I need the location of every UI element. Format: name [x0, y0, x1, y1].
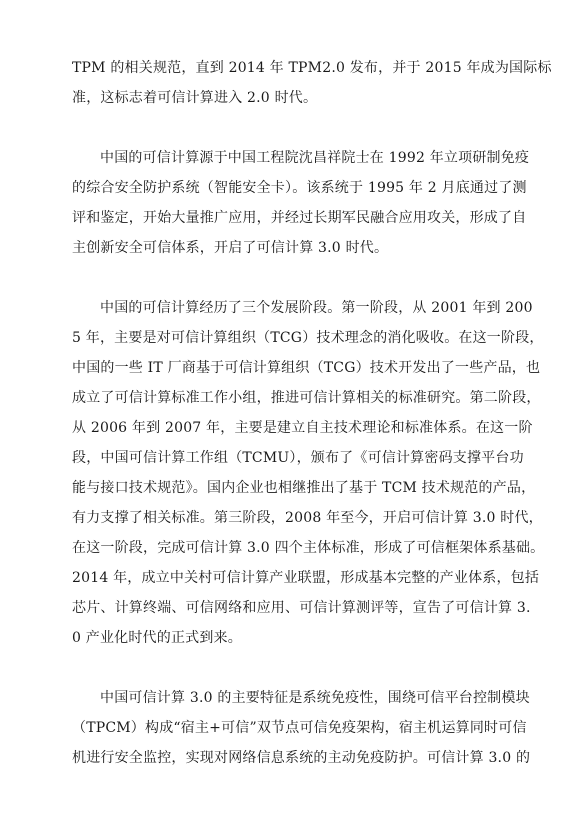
text-line: 芯片、计算终端、可信网络和应用、可信计算测评等，宣告了可信计算 3.	[72, 600, 531, 616]
text-line: 0 产业化时代的正式到来。	[72, 630, 242, 646]
text-line: 能与接口技术规范》。国内企业也相继推出了基于 TCM 技术规范的产品，	[72, 480, 536, 496]
text-line: 中国的可信计算源于中国工程院沈昌祥院士在 1992 年立项研制免疫	[100, 150, 530, 166]
text-line: 准，这标志着可信计算进入 2.0 时代。	[72, 90, 318, 106]
text-line: 段，中国可信计算工作组（TCMU），颁布了《可信计算密码支撑平台功	[72, 450, 524, 466]
text-line: 机进行安全监控，实现对网络信息系统的主动免疫防护。可信计算 3.0 的	[72, 750, 531, 766]
text-line: 成立了可信计算标准工作小组，推进可信计算相关的标准研究。第二阶段，	[72, 390, 541, 406]
text-line: 中国的可信计算经历了三个发展阶段。第一阶段，从 2001 年到 200	[100, 300, 533, 316]
text-line: （TPCM）构成“宿主+可信”双节点可信免疫架构，宿主机运算同时可信	[72, 720, 527, 736]
text-line: 在这一阶段，完成可信计算 3.0 四个主体标准，形成了可信框架体系基础。	[72, 540, 545, 556]
text-line: TPM 的相关规范，直到 2014 年 TPM2.0 发布，并于 2015 年成为国际标	[72, 60, 552, 76]
text-line: 评和鉴定，开始大量推广应用，并经过长期军民融合应用攻关，形成了自	[72, 210, 527, 226]
text-line: 主创新安全可信体系，开启了可信计算 3.0 时代。	[72, 240, 389, 256]
text-line: 2014 年，成立中关村可信计算产业联盟，形成基本完整的产业体系，包括	[72, 570, 540, 586]
text-line: 中国的一些 IT 厂商基于可信计算组织（TCG）技术开发出了一些产品，也	[72, 360, 541, 376]
text-line: 的综合安全防护系统（智能安全卡）。该系统于 1995 年 2 月底通过了测	[72, 180, 527, 196]
text-line: 5 年，主要是对可信计算组织（TCG）技术理念的消化吸收。在这一阶段，	[72, 330, 544, 346]
text-line: 中国可信计算 3.0 的主要特征是系统免疫性，围绕可信平台控制模块	[100, 690, 530, 706]
text-line: 有力支撑了相关标准。第三阶段，2008 年至今，开启可信计算 3.0 时代，	[72, 510, 543, 526]
text-line: 从 2006 年到 2007 年，主要是建立自主技术理论和标准体系。在这一阶	[72, 420, 533, 436]
